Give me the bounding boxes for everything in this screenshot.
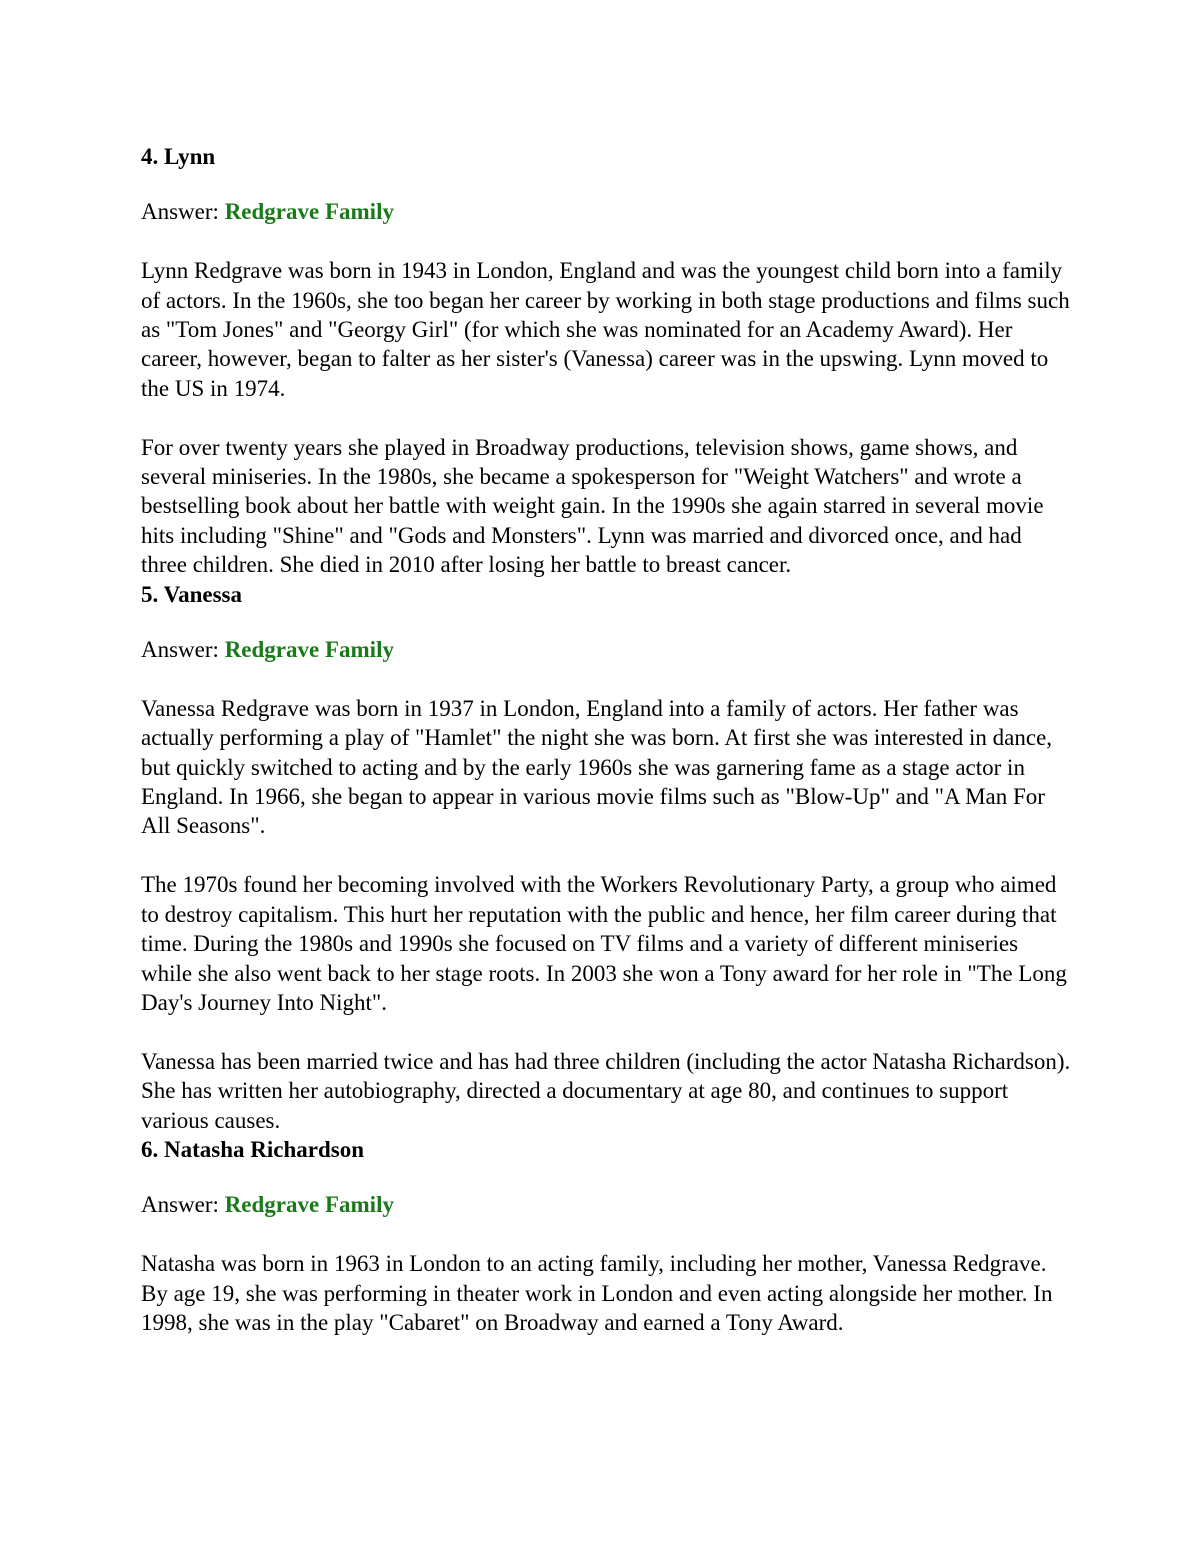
paragraph: Vanessa has been married twice and has had three children (including the actor Natasha Richardson). She has written her autobiography, directed a documentary at age 80, and continues to support various causes. — [141, 1048, 1071, 1133]
entry-heading: 6. Natasha Richardson — [141, 1136, 365, 1162]
answer-value: Redgrave Family — [224, 637, 394, 663]
answer-line — [141, 1190, 1071, 1219]
paragraph: Vanessa Redgrave was born in 1937 in London, England into a family of actors. Her father was actually performing a play of "Hamlet" the night she was born. At first she was interested in dance, but quickly switched to acting and by the early 1960s she was garnering fame as a stage actor in England. In 1966, she began to appear in various movie films such as "Blow-Up" and "A Man For All Seasons". — [141, 695, 1053, 839]
entry-vanessa — [141, 580, 1071, 1135]
answer-line — [141, 197, 1071, 226]
entry-natasha-richardson — [141, 1135, 1071, 1337]
answer-label: Answer: — [141, 637, 219, 663]
paragraph: Natasha was born in 1963 in London to an acting family, including her mother, Vanessa Redgrave. By age 19, she was performing in theater work in London and even acting alongside her mother. In 1998, she was in the play "Cabaret" on Broadway and earned a Tony Award. — [141, 1251, 1053, 1335]
answer-value: Redgrave Family — [224, 1192, 394, 1218]
entry-lynn — [141, 142, 1071, 580]
document-page — [141, 142, 1071, 1337]
entry-heading: 4. Lynn — [141, 144, 216, 169]
answer-label: Answer: — [141, 1192, 219, 1218]
answer-value: Redgrave Family — [224, 199, 394, 225]
paragraph: Lynn Redgrave was born in 1943 in London, England and was the youngest child born into a family of actors. In the 1960s, she too began her career by working in both stage productions and films such as "Tom Jones" and "Georgy Girl" (for which she was nominated for an Academy Award). Her career, however, began to falter as her sister's (Vanessa) career was in the upswing. Lynn moved to the US in 1974. — [141, 258, 1070, 401]
entry-heading: 5. Vanessa — [141, 581, 242, 607]
answer-label: Answer: — [141, 199, 219, 225]
answer-line — [141, 635, 1071, 664]
paragraph: The 1970s found her becoming involved with the Workers Revolutionary Party, a group who aimed to destroy capitalism. This hurt her reputation with the public and hence, her film career during that time. During the 1980s and 1990s she focused on TV films and a variety of different miniseries while she also went back to her stage roots. In 2003 she won a Tony award for her role in "The Long Day's Journey Into Night". — [141, 872, 1067, 1015]
paragraph: For over twenty years she played in Broadway productions, television shows, game shows, and several miniseries. In the 1980s, she became a spokesperson for "Weight Watchers" and wrote a bestselling book about her battle with weight gain. In the 1990s she again starred in several movie hits including "Shine" and "Gods and Monsters". Lynn was married and divorced once, and had three children. She died in 2010 after losing her battle to breast cancer. — [141, 434, 1044, 578]
